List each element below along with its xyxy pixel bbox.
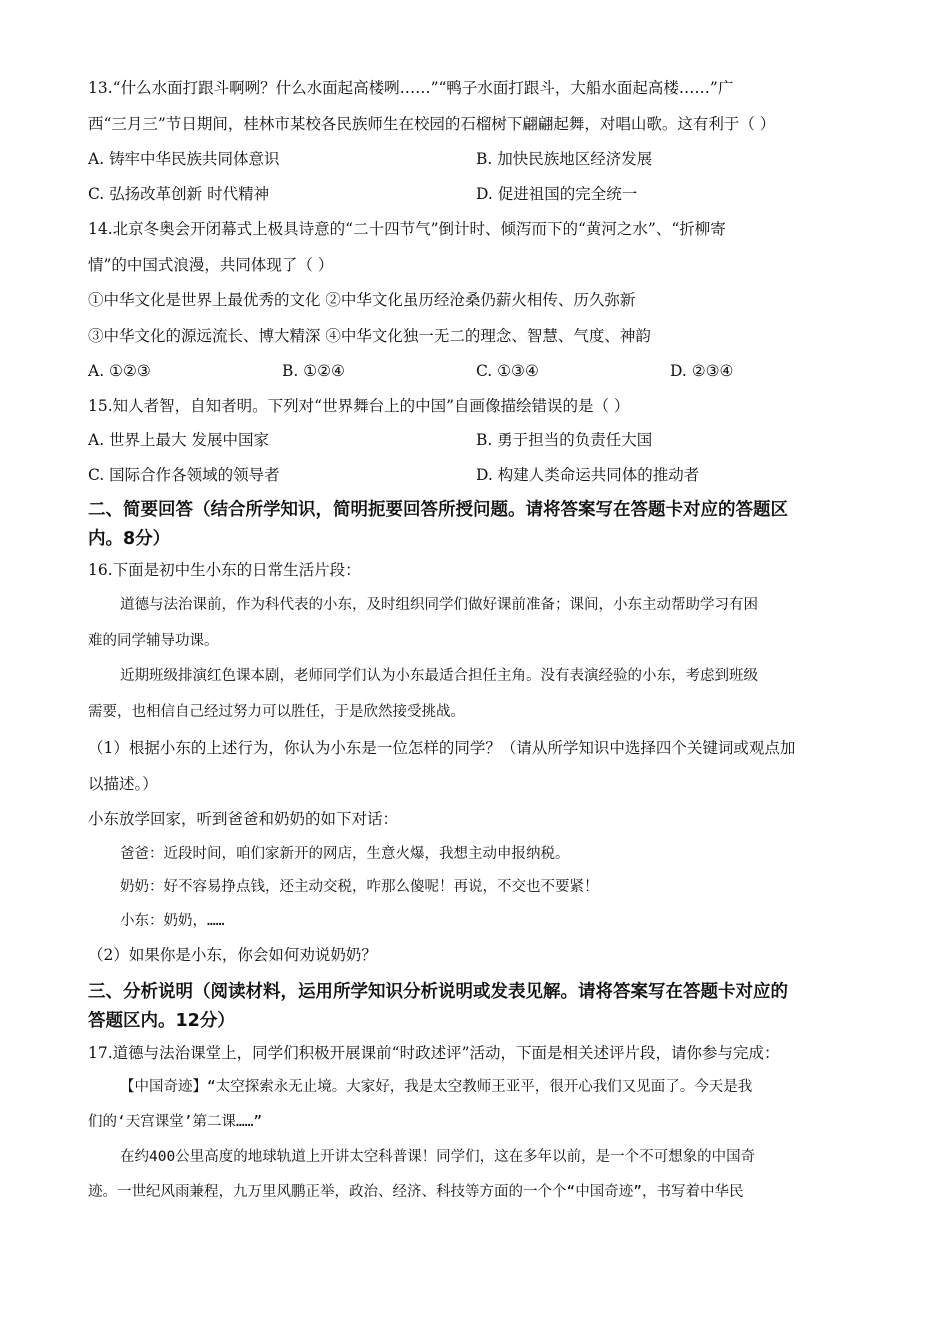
- q17-material-1-line2: 们的‘天宫课堂’第二课……”: [88, 1114, 263, 1130]
- q17-material-2-line2: 迹。一世纪风雨兼程，九万里风鹏正举，政治、经济、科技等方面的一个个“中国奇迹”，书写着中华民: [88, 1184, 744, 1200]
- section-3-heading-line1: 三、分析说明（阅读材料，运用所学知识分析说明或发表见解。请将答案写在答题卡对应的: [88, 982, 788, 1002]
- q16-intro: 16.下面是初中生小东的日常生活片段：: [88, 561, 361, 579]
- q16-material-p1-line2: 难的同学辅导功课。: [88, 633, 219, 649]
- q16-dialog-grandma: 奶奶：好不容易挣点钱，还主动交税，咋那么傻呢！再说，不交也不要紧！: [120, 879, 599, 895]
- q14-stem-line1: 14.北京冬奥会开闭幕式上极具诗意的“二十四节气”倒计时、倾泻而下的“黄河之水”、“折柳寄: [88, 220, 726, 238]
- q13-stem-line1: 13.“什么水面打跟斗啊咧？什么水面起高楼咧……”“鸭子水面打跟斗，大船水面起高楼……”广: [88, 79, 734, 97]
- q13-option-a: A. 铸牢中华民族共同体意识: [88, 150, 280, 168]
- q13-stem-line2: 西“三月三”节日期间，桂林市某校各民族师生在校园的石榴树下翩翩起舞，对唱山歌。这有利于（ ）: [88, 115, 776, 133]
- q13-option-b: B. 加快民族地区经济发展: [476, 150, 653, 168]
- q16-sub1-line2: 以描述。）: [88, 775, 158, 793]
- section-2-heading-line2: 内。8分）: [88, 529, 171, 549]
- q14-option-d: D. ②③④: [670, 362, 734, 380]
- q16-material-p1-line1: 道德与法治课前，作为科代表的小东，及时组织同学们做好课前准备；课间，小东主动帮助学习有困: [120, 597, 758, 613]
- q17-intro: 17.道德与法治课堂上，同学们积极开展课前“时政述评”活动，下面是相关述评片段，请你参与完成：: [88, 1044, 780, 1062]
- q14-items-3-4: ③中华文化的源远流长、博大精深 ④中华文化独一无二的理念、智慧、气度、神韵: [88, 327, 651, 345]
- q15-option-b: B. 勇于担当的负责任大国: [476, 431, 653, 449]
- q16-dialog-xiaodong: 小东：奶奶，……: [120, 913, 225, 929]
- q16-dialog-dad: 爸爸：近段时间，咱们家新开的网店，生意火爆，我想主动申报纳税。: [120, 846, 570, 862]
- q16-material-p2-line1: 近期班级排演红色课本剧，老师同学们认为小东最适合担任主角。没有表演经验的小东，考虑到班级: [120, 668, 758, 684]
- q16-material-p2-line2: 需要，也相信自己经过努力可以胜任，于是欣然接受挑战。: [88, 704, 465, 720]
- q14-option-a: A. ①②③: [88, 362, 151, 380]
- q17-material-1-line1: 【中国奇迹】“太空探索永无止境。大家好，我是太空教师王亚平，很开心我们又见面了。今天是我: [120, 1079, 753, 1095]
- q17-material-2-line1: 在约400公里高度的地球轨道上开讲太空科普课！同学们，这在多年以前，是一个不可想象的中国奇: [120, 1149, 756, 1165]
- q14-option-c: C. ①③④: [476, 362, 539, 380]
- q15-option-a: A. 世界上最大 发展中国家: [88, 431, 269, 449]
- q14-stem-line2: 情”的中国式浪漫，共同体现了（ ）: [88, 256, 334, 274]
- q13-option-c: C. 弘扬改革创新 时代精神: [88, 185, 270, 203]
- q15-option-c: C. 国际合作各领域的领导者: [88, 466, 280, 484]
- section-3-heading-line2: 答题区内。12分）: [88, 1011, 235, 1031]
- q14-option-b: B. ①②④: [282, 362, 345, 380]
- section-2-heading-line1: 二、简要回答（结合所学知识，简明扼要回答所授问题。请将答案写在答题卡对应的答题区: [88, 500, 788, 520]
- q16-sub1-line1: （1）根据小东的上述行为，你认为小东是一位怎样的同学？（请从所学知识中选择四个关键词或观点加: [88, 739, 796, 757]
- q16-dialog-lead: 小东放学回家，听到爸爸和奶奶的如下对话：: [88, 810, 399, 828]
- q13-option-d: D. 促进祖国的完全统一: [476, 185, 638, 203]
- q14-items-1-2: ①中华文化是世界上最优秀的文化 ②中华文化虽历经沧桑仍薪火相传、历久弥新: [88, 291, 636, 309]
- q16-sub2: （2）如果你是小东，你会如何劝说奶奶？: [88, 946, 377, 964]
- q15-stem: 15.知人者智，自知者明。下列对“世界舞台上的中国”自画像描绘错误的是（ ）: [88, 397, 630, 415]
- q15-option-d: D. 构建人类命运共同体的推动者: [476, 466, 700, 484]
